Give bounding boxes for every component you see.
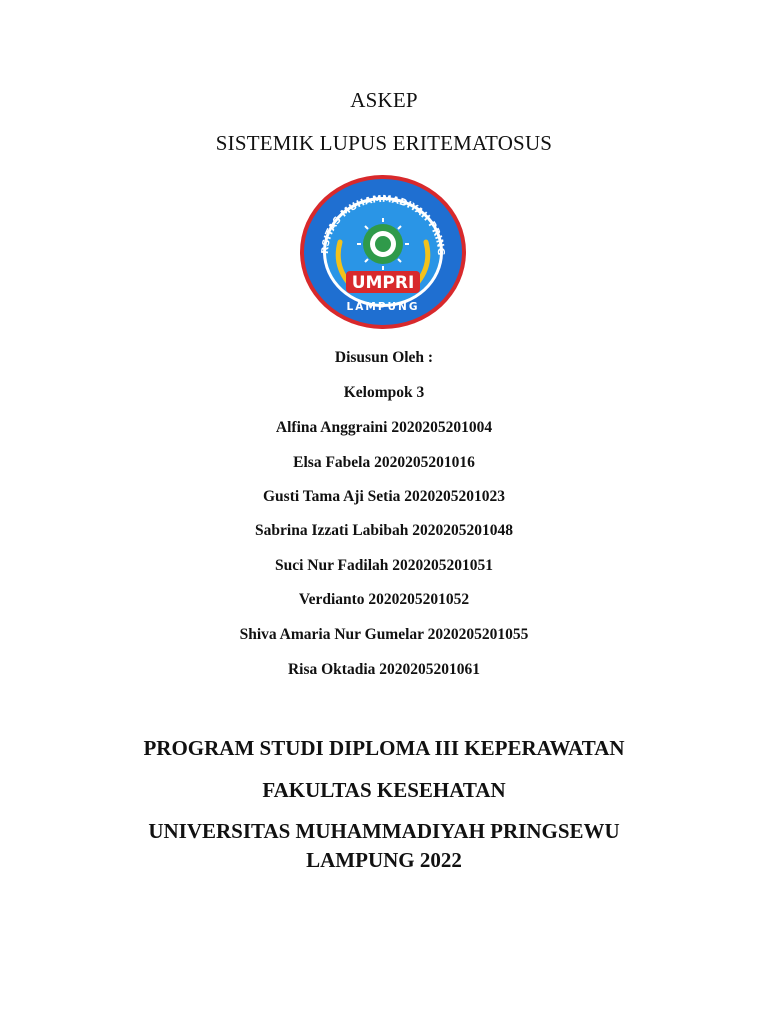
university-name: UNIVERSITAS MUHAMMADIYAH PRINGSEWU xyxy=(148,819,620,843)
list-item: Alfina Anggraini 2020205201004 xyxy=(275,419,493,436)
list-item: Elsa Fabela 2020205201016 xyxy=(293,454,475,471)
seal-abbreviation: UMPRI xyxy=(351,273,415,293)
university-seal-icon xyxy=(298,172,468,332)
faculty-name: FAKULTAS KESEHATAN xyxy=(262,778,506,802)
document-title: ASKEP xyxy=(350,88,418,112)
list-item: Suci Nur Fadilah 2020205201051 xyxy=(274,557,494,574)
authors-heading: Disusun Oleh : xyxy=(334,349,434,366)
place-year: LAMPUNG 2022 xyxy=(306,848,462,872)
seal-arc-text: RSITAS MUHAMMADIYAH PRING xyxy=(319,193,447,256)
list-item: Risa Oktadia 2020205201061 xyxy=(287,661,481,678)
list-item: Gusti Tama Aji Setia 2020205201023 xyxy=(263,488,505,505)
group-name: Kelompok 3 xyxy=(343,384,425,401)
list-item: Verdianto 2020205201052 xyxy=(298,591,470,608)
list-item: Sabrina Izzati Labibah 2020205201048 xyxy=(255,522,513,539)
list-item: Shiva Amaria Nur Gumelar 2020205201055 xyxy=(239,626,529,643)
program-name: PROGRAM STUDI DIPLOMA III KEPERAWATAN xyxy=(143,736,625,760)
document-subtitle: SISTEMIK LUPUS ERITEMATOSUS xyxy=(215,131,553,155)
university-logo xyxy=(298,172,468,332)
seal-location: LAMPUNG xyxy=(346,301,420,313)
